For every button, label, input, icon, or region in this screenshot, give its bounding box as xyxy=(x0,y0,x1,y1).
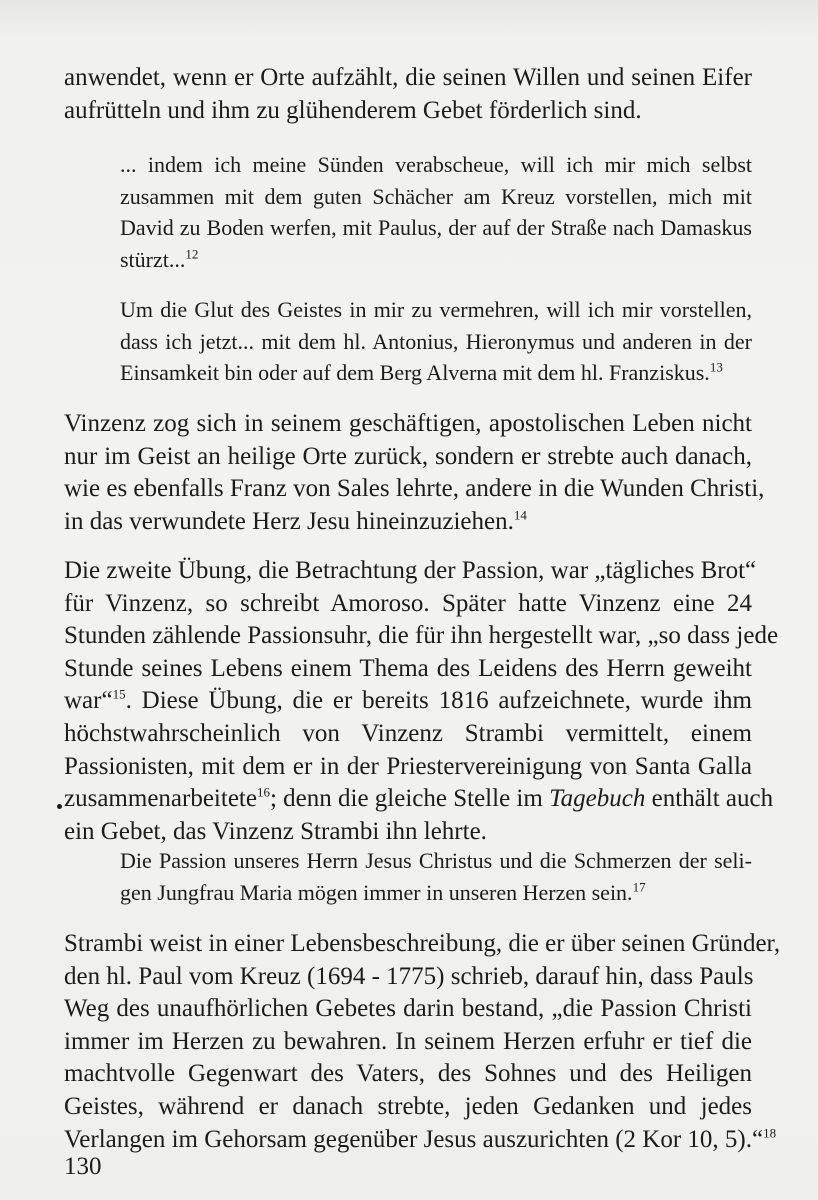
text-fragment: stürzt... xyxy=(120,246,186,272)
text-fragment: in das verwundete Herz Jesu hineinzuziehen. xyxy=(64,507,514,535)
text-line: Passionisten, mit dem er in der Priestervereinigung von Santa Galla xyxy=(64,752,752,780)
text-line: Stunde seines Lebens einem Thema des Leidens des Herrn geweiht xyxy=(64,654,752,682)
text-line: Weg des unaufhörlichen Gebetes darin bestand, „die Passion Christi xyxy=(64,995,752,1023)
text-line: für Vinzenz, so schreibt Amoroso. Später hatte Vinzenz eine 24 xyxy=(64,589,752,617)
block-quote-2 xyxy=(120,294,752,389)
text-line: anwendet, wenn er Orte aufzählt, die seinen Willen und seinen Eifer xyxy=(64,64,752,91)
text-fragment: zusammenarbeitete xyxy=(64,785,257,813)
text-line: aufrütteln und ihm zu glühenderem Gebet förderlich sind. xyxy=(64,96,642,124)
text-line xyxy=(120,357,752,389)
text-line: Die zweite Übung, die Betrachtung der Passion, war „tägliches Brot“ xyxy=(64,557,757,584)
ink-speck xyxy=(57,804,62,809)
text-fragment: gen Jungfrau Maria mögen immer in unseren Herzen sein. xyxy=(120,879,633,905)
text-line: Strambi weist in einer Lebensbeschreibung, die er über seinen Gründer, xyxy=(64,930,781,957)
paragraph-1 xyxy=(64,62,752,127)
text-line: machtvolle Gegenwart des Vaters, des Sohnes und des Heiligen xyxy=(64,1060,752,1088)
book-title: Tagebuch xyxy=(549,785,646,813)
text-line: Geistes, während er danach strebte, jeden Gedanken und jedes xyxy=(64,1092,752,1120)
block-quote-3 xyxy=(120,845,752,908)
text-line: dass ich jetzt... mit dem hl. Antonius, Hieronymus und anderen in der xyxy=(120,328,752,354)
footnote-ref: 17 xyxy=(632,879,646,895)
footnote-ref: 16 xyxy=(256,784,270,800)
text-line: Um die Glut des Geistes in mir zu vermehren, will ich mir vorstellen, xyxy=(120,297,752,322)
text-fragment: Einsamkeit bin oder auf dem Berg Alverna mit dem hl. Franziskus. xyxy=(120,360,710,385)
text-fragment: . Diese Übung, die er bereits 1816 aufzeichnete, wurde ihm xyxy=(125,687,752,715)
text-fragment: war“ xyxy=(64,687,113,715)
text-line: immer im Herzen zu bewahren. In seinem Herzen erfuhr er tief die xyxy=(64,1027,752,1055)
text-fragment: ; denn die gleiche Stelle im xyxy=(269,785,550,813)
paragraph-2 xyxy=(64,408,765,538)
text-fragment: enthält auch xyxy=(645,785,774,813)
text-line: Stunden zählende Passionsuhr, die für ihn hergestellt war, „so dass jede xyxy=(64,622,779,650)
text-line: wie es ebenfalls Franz von Sales lehrte, andere in die Wunden Christi, xyxy=(64,475,765,503)
text-line xyxy=(64,783,774,816)
text-line: Vinzenz zog sich in seinem geschäftigen, apostolischen Leben nicht xyxy=(64,410,752,437)
text-line xyxy=(120,244,752,276)
text-line xyxy=(120,877,752,909)
text-line: zusammen mit dem guten Schächer am Kreuz vorstellen, mich mit xyxy=(120,183,752,209)
footnote-ref: 13 xyxy=(709,359,723,375)
text-line: nur im Geist an heilige Orte zurück, sondern er strebte auch danach, xyxy=(64,442,752,470)
page-number: 130 xyxy=(64,1153,102,1180)
text-fragment: Verlangen im Gehorsam gegenüber Jesus auszurichten (2 Kor 10, 5).“ xyxy=(64,1125,764,1153)
text-line: ... indem ich meine Sünden verabscheue, will ich mir mich selbst xyxy=(120,152,752,177)
footnote-ref: 18 xyxy=(763,1125,777,1141)
text-line: den hl. Paul vom Kreuz (1694 - 1775) schrieb, darauf hin, dass Pauls xyxy=(64,962,754,990)
footnote-ref: 14 xyxy=(513,507,527,523)
text-line xyxy=(64,506,752,539)
text-line: höchstwahrscheinlich von Vinzenz Strambi vermittelt, einem xyxy=(64,719,752,747)
paragraph-4 xyxy=(64,928,781,1156)
text-line: David zu Boden werfen, mit Paulus, der auf der Straße nach Damaskus xyxy=(120,215,752,240)
text-line xyxy=(64,1124,777,1157)
text-line: ein Gebet, das Vinzenz Strambi ihn lehrte. xyxy=(64,817,487,845)
paragraph-3 xyxy=(64,555,779,848)
footnote-ref: 12 xyxy=(185,246,199,262)
footnote-ref: 15 xyxy=(112,687,126,703)
text-line xyxy=(64,685,752,718)
text-line: Die Passion unseres Herrn Jesus Christus und die Schmerzen der seli- xyxy=(120,848,752,873)
block-quote-1 xyxy=(120,149,752,275)
